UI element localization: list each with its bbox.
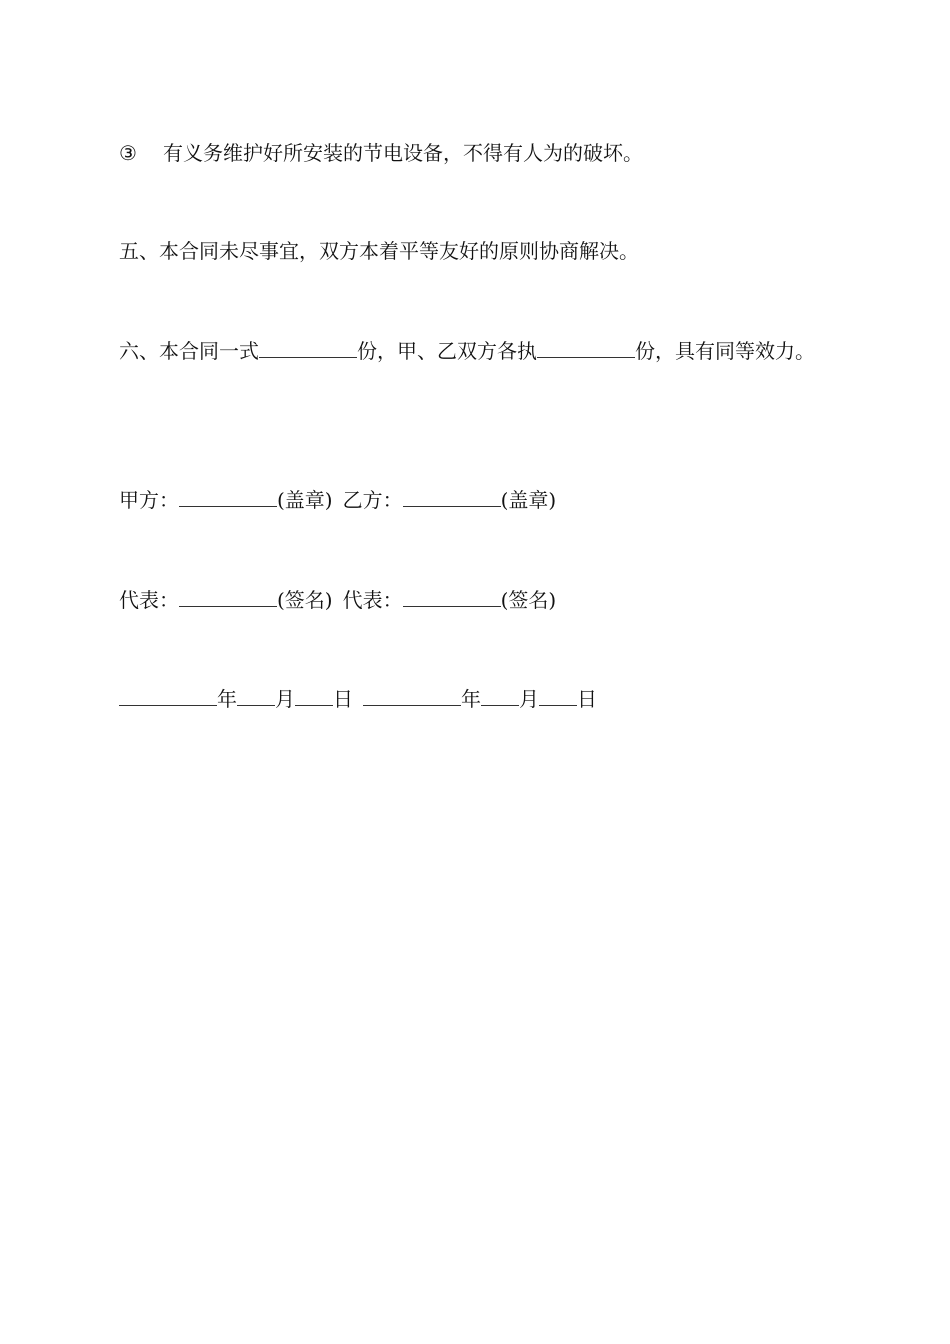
date-b-year: 年 (461, 687, 481, 711)
clause-5: 五、本合同未尽事宜，双方本着平等友好的原则协商解决。 (119, 239, 639, 263)
party-b-blank (403, 505, 501, 507)
party-b-label: 乙方： (342, 488, 403, 512)
date-line (119, 687, 597, 711)
clause-6 (119, 339, 815, 363)
clause-6-suffix: 份，具有同等效力。 (635, 339, 815, 363)
party-line (119, 488, 556, 512)
date-a-day: 日 (333, 687, 353, 711)
item-text: 有义务维护好所安装的节电设备，不得有人为的破坏。 (163, 141, 643, 165)
date-b-day-blank (539, 704, 577, 706)
rep-a-sign-note: (签名) (277, 588, 333, 612)
rep-b-blank (403, 605, 501, 607)
clause-6-prefix: 六、本合同一式 (119, 339, 259, 363)
rep-a-blank (179, 605, 277, 607)
rep-b-sign-note: (签名) (500, 588, 557, 612)
rep-a-label: 代表： (119, 588, 179, 612)
party-a-seal-note: (盖章) (277, 488, 333, 512)
copies-total-blank (259, 356, 357, 358)
date-b-month: 月 (519, 687, 539, 711)
date-b-day: 日 (577, 687, 597, 711)
date-b-year-blank (363, 704, 461, 706)
clause-item-3 (119, 141, 643, 165)
date-a-day-blank (295, 704, 333, 706)
copies-each-blank (537, 356, 635, 358)
date-a-month-blank (237, 704, 275, 706)
date-a-month: 月 (275, 687, 295, 711)
date-a-year: 年 (217, 687, 237, 711)
party-a-label: 甲方： (119, 488, 179, 512)
representative-line (119, 588, 556, 612)
date-a-year-blank (119, 704, 217, 706)
party-b-seal-note: (盖章) (500, 488, 557, 512)
date-b-month-blank (481, 704, 519, 706)
rep-b-label: 代表： (342, 588, 403, 612)
party-a-blank (179, 505, 277, 507)
clause-6-middle: 份，甲、乙双方各执 (357, 339, 537, 363)
item-number: ③ (119, 141, 137, 165)
